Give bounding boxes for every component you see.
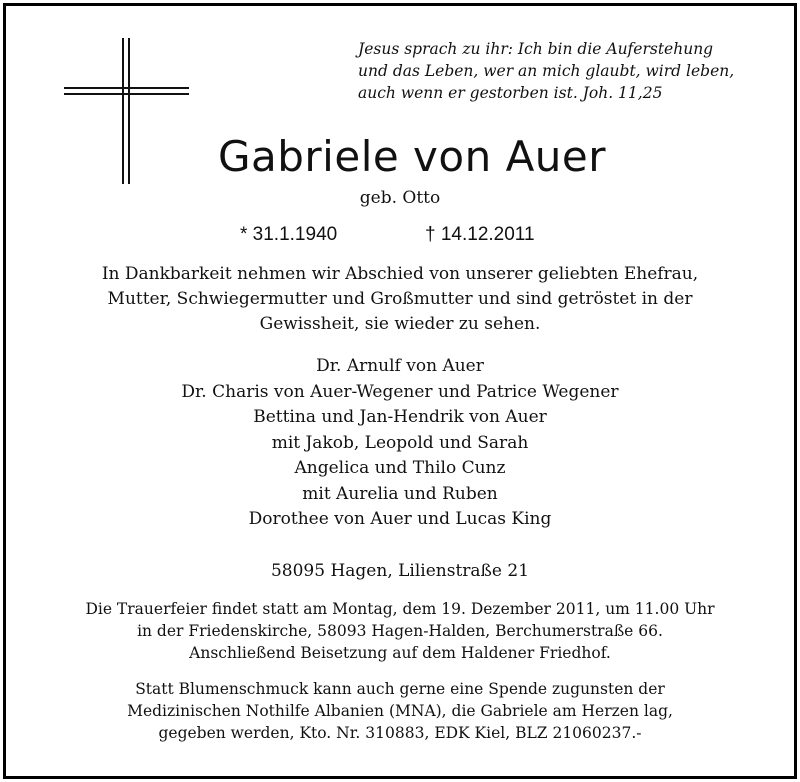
verse-line: auch wenn er gestorben ist. Joh. 11,25 [358, 84, 663, 102]
donation-line: Medizinischen Nothilfe Albanien (MNA), die Gabriele am Herzen lag, [127, 702, 673, 720]
ceremony-info [0, 598, 800, 664]
family-address [0, 559, 800, 584]
intro-line: In Dankbarkeit nehmen wir Abschied von unserer geliebten Ehefrau, [101, 264, 699, 284]
verse-line: und das Leben, wer an mich glaubt, wird leben, [358, 62, 735, 80]
family-member: Dr. Charis von Auer-Wegener und Patrice Wegener [181, 381, 619, 402]
family-member: Dorothee von Auer und Lucas King [248, 509, 552, 529]
donation-line: gegeben werden, Kto. Nr. 310883, EDK Kiel, BLZ 21060237.- [158, 724, 642, 742]
family-member: Angelica und Thilo Cunz [294, 458, 506, 478]
verse-line: Jesus sprach zu ihr: Ich bin die Auferstehung [358, 40, 714, 58]
family-member: Bettina und Jan-Hendrik von Auer [253, 407, 547, 427]
family-member: mit Jakob, Leopold und Sarah [271, 432, 529, 453]
bible-verse [358, 38, 778, 104]
intro-line: Gewissheit, sie wieder zu sehen. [259, 314, 541, 334]
address-line: 58095 Hagen, Lilienstraße 21 [270, 561, 530, 581]
deceased-name: Gabriele von Auer [217, 132, 607, 181]
donation-line: Statt Blumenschmuck kann auch gerne eine Spende zugunsten der [135, 680, 665, 698]
family-list [0, 354, 800, 533]
ceremony-line: Die Trauerfeier findet statt am Montag, dem 19. Dezember 2011, um 11.00 Uhr [85, 600, 715, 618]
family-member: Dr. Arnulf von Auer [316, 356, 484, 376]
ceremony-line: in der Friedenskirche, 58093 Hagen-Halden, Berchumerstraße 66. [137, 622, 663, 640]
birth-date: * 31.1.1940 [240, 224, 338, 245]
donation-info [0, 678, 800, 744]
death-date: † 14.12.2011 [425, 224, 535, 245]
intro-text [0, 262, 800, 337]
family-member: mit Aurelia und Ruben [302, 483, 498, 504]
ceremony-line: Anschließend Beisetzung auf dem Haldener Friedhof. [189, 644, 611, 662]
intro-line: Mutter, Schwiegermutter und Großmutter und sind getröstet in der [107, 289, 693, 309]
maiden-name: geb. Otto [359, 188, 441, 208]
